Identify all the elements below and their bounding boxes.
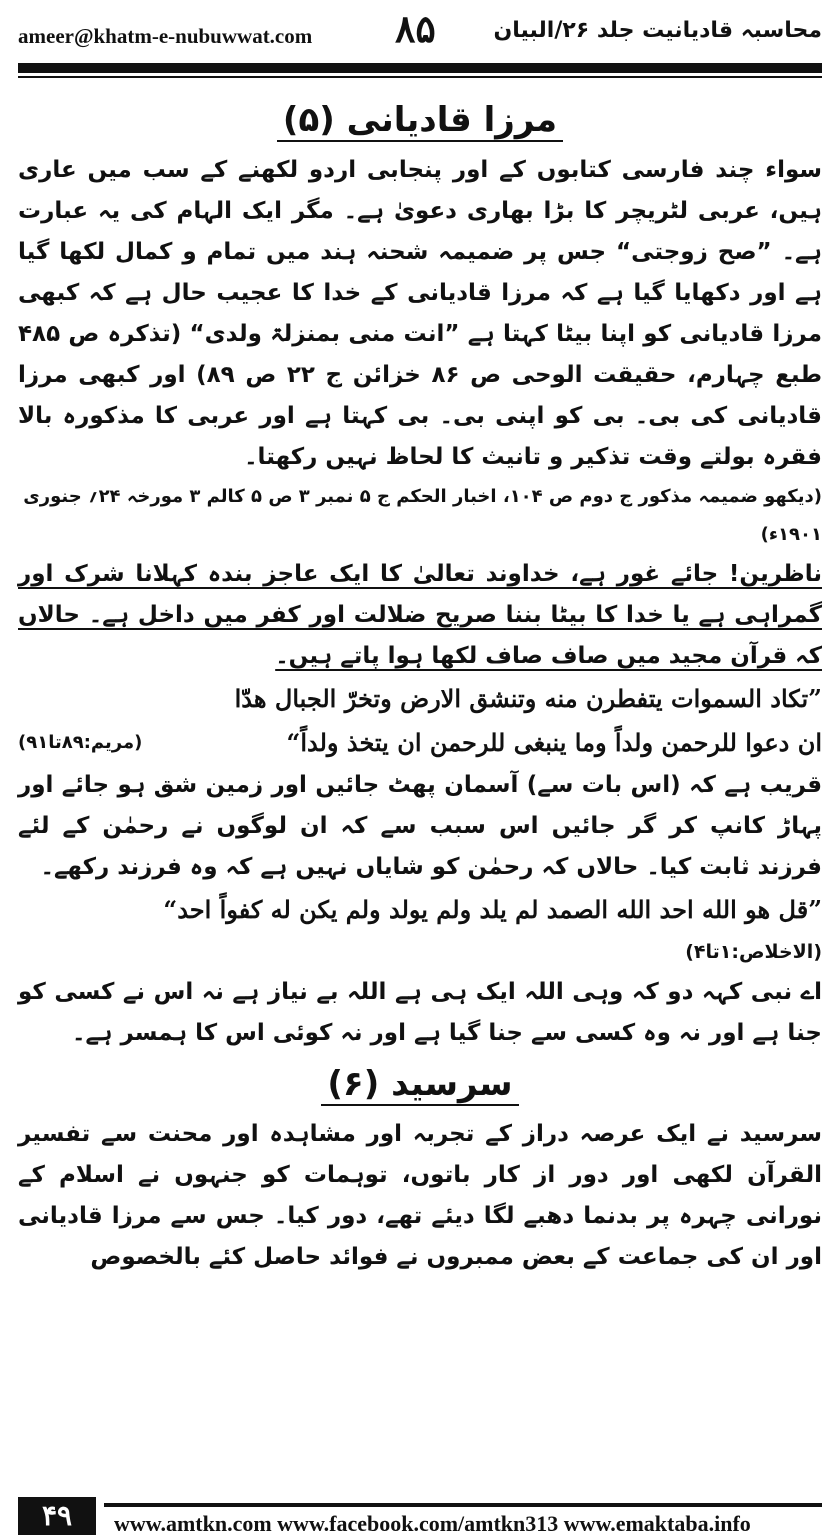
paragraph-sir-syed-1: سرسید نے ایک عرصہ دراز کے تجربہ اور مشاہدہ اور محنت سے تفسیر القرآن لکھی اور دور از کار باتوں، توہمات کو جنہوں نے اسلام کے نورانی چہرہ پر بدنما دھبے لگا دیئے تھے، دور کیا۔ جس سے مرزا قادیانی اور ان کی جماعت کے بعض ممبروں نے فوائد حاصل کئے بالخصوص (18, 1121, 822, 1270)
header-thin-rule (18, 76, 822, 78)
quran-verse-1-text: ان دعوا للرحمن ولداً وما ینبغی للرحمن ان یتخذ ولداً“ (286, 728, 822, 757)
section-heading-sir-syed: سرسید (۶) (18, 1054, 822, 1114)
header-book-title: محاسبہ قادیانیت جلد ۲۶/البیان (493, 18, 822, 43)
translation-1: قریب ہے کہ (اس بات سے) آسمان پھٹ جائیں اور زمین شق ہو جائے اور پہاڑ کانپ کر گر جائیں اس سبب سے کہ ان لوگوں نے رحمٰن کے لئے فرزند ثابت کیا۔ حالاں کہ رحمٰن کو شایاں نہیں ہے کہ وہ فرزند رکھے۔ (18, 772, 822, 880)
section-heading-mirza: مرزا قادیانی (۵) (18, 90, 822, 150)
header-thick-rule (18, 63, 822, 73)
quran-verse-2-citation: (الاخلاص:۱تا۴) (685, 941, 822, 963)
quran-verse-1-citation: (مریم:۸۹تا۹۱) (18, 732, 143, 753)
reference-note: (دیکھو ضمیمہ مذکور ج دوم ص ۱۰۴، اخبار الحکم ج ۵ نمبر ۳ ص ۵ کالم ۳ مورخہ ۲۴؍ جنوری ۱۹۰۱ء) (23, 486, 822, 545)
footer-page-number: ۴۹ (18, 1497, 96, 1535)
paragraph-mirza-1: سواء چند فارسی کتابوں کے اور پنجابی اردو لکھنے کے سب میں عاری ہیں، عربی لٹریچر کا بڑا بھاری دعویٰ ہے۔ مگر ایک الہام کی یہ عبارت ہے۔ ”صح زوجتی“ جس پر ضمیمہ شحنہ ہند میں تمام و کمال لکھا گیا ہے اور دکھایا گیا ہے کہ مرزا قادیانی کے خدا کا عجیب حال ہے کہ کبھی مرزا قادیانی کو اپنا بیٹا کہتا ہے ”انت منی بمنزلۃ ولدی“ (تذکرہ ص ۴۸۵ طبع چہارم، حقیقت الوحی ص ۸۶ خزائن ج ۲۲ ص ۸۹) اور کبھی مرزا قادیانی کی بی۔ بی کو اپنی بی۔ بی کہتا ہے اور عربی کا مذکورہ بالا فقرہ بولتے وقت تذکیر و تانیث کا لحاظ نہیں رکھتا۔ (18, 157, 822, 470)
header-page-number: ۸۵ (395, 6, 436, 51)
quran-verse-1-line-2 (18, 721, 822, 765)
translation-2: اے نبی کہہ دو کہ وہی اللہ ایک ہی ہے اللہ بے نیاز ہے نہ اس نے کسی کو جنا ہے اور نہ وہ کسی سے جنا گیا ہے اور نہ کوئی اس کا ہمسر ہے۔ (18, 979, 822, 1046)
page-content (18, 90, 822, 1278)
footer-links[interactable]: www.amtkn.com www.facebook.com/amtkn313 www.emaktaba.info (114, 1511, 751, 1536)
footer-rule (104, 1503, 822, 1507)
quran-verse-1-line-1: ”تکاد السموات یتفطرن منه وتنشق الارض وتخرّ الجبال هدّا (234, 684, 822, 713)
paragraph-readers-note: ناظرین! جائے غور ہے، خداوند تعالیٰ کا ایک عاجز بندہ کہلانا شرک اور گمراہی ہے یا خدا کا بیٹا بننا صریح ضلالت اور کفر میں داخل ہے۔ حالاں کہ قرآن مجید میں صاف صاف لکھا ہوا پاتے ہیں۔ (18, 561, 822, 669)
header-email: ameer@khatm-e-nubuwwat.com (18, 24, 313, 48)
quran-verse-2: ”قل هو الله احد الله الصمد لم یلد ولم یولد ولم یکن له کفواً احد“ (163, 895, 822, 924)
page-header (0, 0, 840, 70)
page-footer (18, 1497, 822, 1539)
